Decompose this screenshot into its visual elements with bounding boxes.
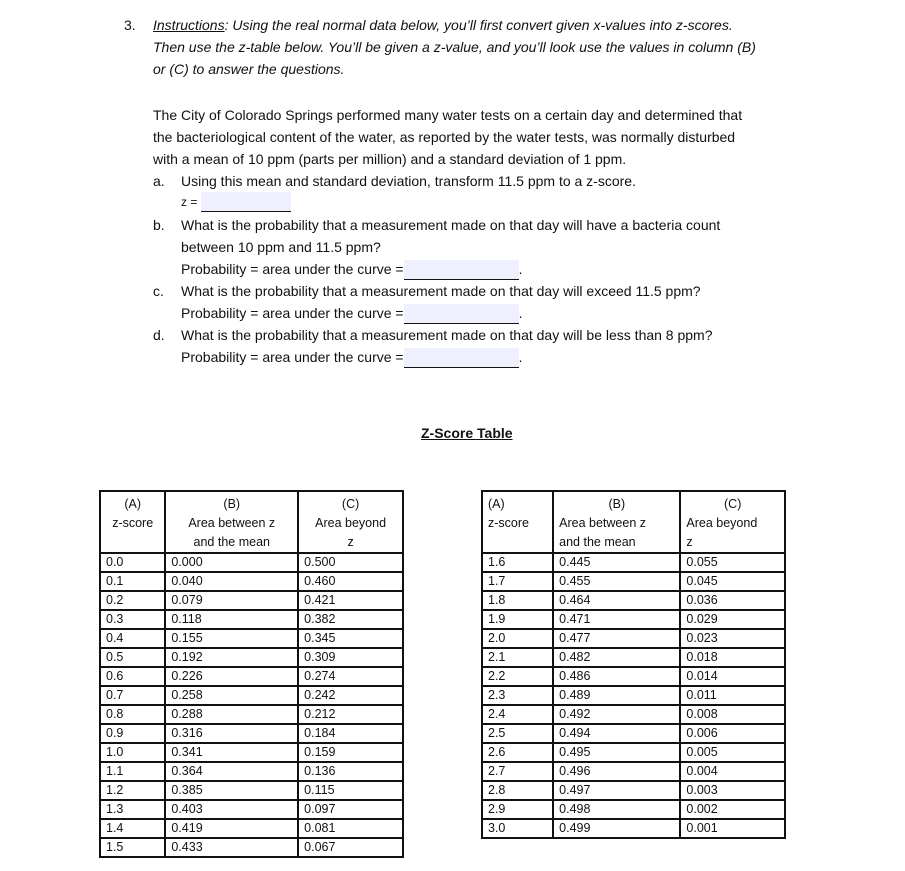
area-beyond-cell: 0.018 <box>680 648 785 667</box>
table-row <box>100 648 403 667</box>
area-between-cell: 0.477 <box>553 629 680 648</box>
header-b <box>165 491 298 553</box>
scenario-line-2: the bacteriological content of the water, as reported by the water tests, was normally disturbed <box>153 129 736 145</box>
area-between-cell: 0.316 <box>165 724 298 743</box>
header-b-label-2: and the mean <box>193 535 270 549</box>
part-a-answer-label: z = <box>181 195 198 209</box>
z-score-cell: 1.3 <box>100 800 165 819</box>
area-between-cell: 0.471 <box>553 610 680 629</box>
area-beyond-cell: 0.242 <box>298 686 403 705</box>
table-row <box>100 610 403 629</box>
area-between-cell: 0.464 <box>553 591 680 610</box>
area-beyond-cell: 0.460 <box>298 572 403 591</box>
scenario-paragraph <box>153 104 742 170</box>
area-beyond-cell: 0.023 <box>680 629 785 648</box>
part-c-question: What is the probability that a measurement made on that day will exceed 11.5 ppm? <box>181 283 701 299</box>
z-score-cell: 0.2 <box>100 591 165 610</box>
z-score-cell: 2.0 <box>482 629 553 648</box>
header-b-letter: (B) <box>608 497 626 511</box>
area-beyond-cell: 0.014 <box>680 667 785 686</box>
z-score-cell: 2.8 <box>482 781 553 800</box>
z-score-cell: 1.9 <box>482 610 553 629</box>
area-between-cell: 0.341 <box>165 743 298 762</box>
header-c-letter: (C) <box>724 497 742 511</box>
area-beyond-cell: 0.029 <box>680 610 785 629</box>
table-row <box>100 838 403 857</box>
table-row <box>100 781 403 800</box>
area-between-cell: 0.492 <box>553 705 680 724</box>
instructions-label: Instructions <box>153 17 225 33</box>
part-c-answer-row <box>181 302 522 324</box>
area-beyond-cell: 0.274 <box>298 667 403 686</box>
table-row <box>100 667 403 686</box>
table-row <box>100 629 403 648</box>
table-row <box>100 553 403 572</box>
area-beyond-cell: 0.005 <box>680 743 785 762</box>
area-beyond-cell: 0.115 <box>298 781 403 800</box>
part-b-question <box>181 214 720 258</box>
table-row <box>100 591 403 610</box>
area-between-cell: 0.489 <box>553 686 680 705</box>
area-between-cell: 0.445 <box>553 553 680 572</box>
instructions-text-1: : Using the real normal data below, you’ll first convert given x-values into z-scores. <box>224 17 733 33</box>
area-between-cell: 0.258 <box>165 686 298 705</box>
area-beyond-cell: 0.081 <box>298 819 403 838</box>
header-c <box>298 491 403 553</box>
area-between-cell: 0.433 <box>165 838 298 857</box>
part-a-letter: a. <box>153 173 165 189</box>
ztable-right-header-row <box>482 491 785 553</box>
z-score-cell: 1.5 <box>100 838 165 857</box>
table-row <box>100 762 403 781</box>
area-between-cell: 0.455 <box>553 572 680 591</box>
area-between-cell: 0.192 <box>165 648 298 667</box>
area-between-cell: 0.000 <box>165 553 298 572</box>
z-score-cell: 2.6 <box>482 743 553 762</box>
table-row <box>100 800 403 819</box>
table-row <box>100 572 403 591</box>
table-row <box>482 686 785 705</box>
ztable-title: Z-Score Table <box>421 425 513 441</box>
area-beyond-cell: 0.001 <box>680 819 785 838</box>
z-score-cell: 1.2 <box>100 781 165 800</box>
area-between-cell: 0.482 <box>553 648 680 667</box>
area-beyond-cell: 0.003 <box>680 781 785 800</box>
area-between-cell: 0.496 <box>553 762 680 781</box>
table-row <box>482 553 785 572</box>
area-beyond-cell: 0.184 <box>298 724 403 743</box>
area-beyond-cell: 0.345 <box>298 629 403 648</box>
z-score-cell: 2.1 <box>482 648 553 667</box>
table-row <box>100 724 403 743</box>
area-beyond-cell: 0.067 <box>298 838 403 857</box>
part-d-question: What is the probability that a measurement made on that day will be less than 8 ppm? <box>181 327 713 343</box>
header-a-label: z-score <box>488 516 529 530</box>
part-d-answer-suffix: . <box>518 349 523 365</box>
table-row <box>482 762 785 781</box>
table-row <box>482 629 785 648</box>
header-c <box>680 491 785 553</box>
z-score-cell: 1.4 <box>100 819 165 838</box>
table-row <box>482 743 785 762</box>
ztable-right-body <box>482 553 785 838</box>
table-row <box>482 610 785 629</box>
z-score-cell: 0.8 <box>100 705 165 724</box>
part-c-letter: c. <box>153 283 164 299</box>
part-a-question: Using this mean and standard deviation, transform 11.5 ppm to a z-score. <box>181 173 636 189</box>
table-row <box>100 743 403 762</box>
area-beyond-cell: 0.309 <box>298 648 403 667</box>
table-row <box>482 781 785 800</box>
table-row <box>482 591 785 610</box>
part-b-letter: b. <box>153 217 165 233</box>
area-beyond-cell: 0.002 <box>680 800 785 819</box>
z-score-cell: 0.5 <box>100 648 165 667</box>
z-score-cell: 1.0 <box>100 743 165 762</box>
ztable-left <box>99 490 404 858</box>
header-c-label-2: z <box>347 535 354 549</box>
part-a-answer-row <box>181 192 291 212</box>
header-b-label-2: and the mean <box>559 535 636 549</box>
area-between-cell: 0.419 <box>165 819 298 838</box>
area-between-cell: 0.288 <box>165 705 298 724</box>
z-score-cell: 2.4 <box>482 705 553 724</box>
header-a <box>482 491 553 553</box>
z-score-cell: 0.7 <box>100 686 165 705</box>
part-d-answer-row <box>181 346 522 368</box>
header-c-letter: (C) <box>341 497 360 511</box>
area-beyond-cell: 0.159 <box>298 743 403 762</box>
header-c-label-2: z <box>686 535 693 549</box>
ztable-left-header-row <box>100 491 403 553</box>
area-between-cell: 0.118 <box>165 610 298 629</box>
z-score-cell: 1.7 <box>482 572 553 591</box>
z-score-cell: 1.6 <box>482 553 553 572</box>
area-between-cell: 0.385 <box>165 781 298 800</box>
area-between-cell: 0.364 <box>165 762 298 781</box>
z-score-cell: 0.3 <box>100 610 165 629</box>
z-score-cell: 0.6 <box>100 667 165 686</box>
area-beyond-cell: 0.500 <box>298 553 403 572</box>
z-score-cell: 2.9 <box>482 800 553 819</box>
area-beyond-cell: 0.212 <box>298 705 403 724</box>
area-between-cell: 0.403 <box>165 800 298 819</box>
question-number-text: 3. <box>124 17 136 33</box>
question-number <box>124 14 136 36</box>
z-score-cell: 2.2 <box>482 667 553 686</box>
table-row <box>482 800 785 819</box>
table-row <box>482 705 785 724</box>
part-a-answer-field[interactable] <box>201 192 291 212</box>
table-row <box>482 724 785 743</box>
part-b-question-line-1: What is the probability that a measurement made on that day will have a bacteria count <box>181 217 721 233</box>
area-beyond-cell: 0.055 <box>680 553 785 572</box>
area-beyond-cell: 0.382 <box>298 610 403 629</box>
area-beyond-cell: 0.097 <box>298 800 403 819</box>
instructions-line-2: Then use the z-table below. You’ll be given a z-value, and you’ll look use the values in column (B) <box>153 39 756 55</box>
header-a-spacer <box>488 533 547 552</box>
area-beyond-cell: 0.045 <box>680 572 785 591</box>
table-row <box>482 572 785 591</box>
area-between-cell: 0.079 <box>165 591 298 610</box>
area-between-cell: 0.486 <box>553 667 680 686</box>
part-b-answer-field[interactable] <box>404 260 519 280</box>
part-d-answer-label: Probability = area under the curve = <box>181 349 404 365</box>
part-b-answer-suffix: . <box>518 261 523 277</box>
table-row <box>100 819 403 838</box>
area-beyond-cell: 0.004 <box>680 762 785 781</box>
z-score-cell: 0.9 <box>100 724 165 743</box>
header-b-letter: (B) <box>223 497 241 511</box>
area-between-cell: 0.498 <box>553 800 680 819</box>
part-c-answer-field[interactable] <box>404 304 519 324</box>
area-beyond-cell: 0.011 <box>680 686 785 705</box>
part-b-answer-row <box>181 258 522 280</box>
table-row <box>482 648 785 667</box>
area-beyond-cell: 0.006 <box>680 724 785 743</box>
part-b-question-line-2: between 10 ppm and 11.5 ppm? <box>181 239 381 255</box>
part-b-answer-label: Probability = area under the curve = <box>181 261 404 277</box>
scenario-line-3: with a mean of 10 ppm (parts per million) and a standard deviation of 1 ppm. <box>153 151 627 167</box>
area-beyond-cell: 0.008 <box>680 705 785 724</box>
z-score-cell: 2.5 <box>482 724 553 743</box>
table-row <box>482 819 785 838</box>
area-between-cell: 0.495 <box>553 743 680 762</box>
header-a-letter: (A) <box>488 497 505 511</box>
area-beyond-cell: 0.136 <box>298 762 403 781</box>
table-row <box>100 686 403 705</box>
area-beyond-cell: 0.421 <box>298 591 403 610</box>
z-score-cell: 1.8 <box>482 591 553 610</box>
part-d-letter: d. <box>153 327 165 343</box>
part-c-answer-label: Probability = area under the curve = <box>181 305 404 321</box>
area-between-cell: 0.494 <box>553 724 680 743</box>
header-a-label: z-score <box>112 516 154 530</box>
area-between-cell: 0.155 <box>165 629 298 648</box>
instructions-line-1 <box>153 14 756 36</box>
instructions-block <box>153 14 756 80</box>
header-b-label-1: Area between z <box>188 516 276 530</box>
part-c-answer-suffix: . <box>518 305 523 321</box>
header-a <box>100 491 165 553</box>
header-b-label-1: Area between z <box>559 516 647 530</box>
z-score-cell: 0.0 <box>100 553 165 572</box>
header-b <box>553 491 680 553</box>
scenario-line-1: The City of Colorado Springs performed many water tests on a certain day and determined that <box>153 107 743 123</box>
header-a-letter: (A) <box>124 497 142 511</box>
area-between-cell: 0.226 <box>165 667 298 686</box>
area-beyond-cell: 0.036 <box>680 591 785 610</box>
z-score-cell: 1.1 <box>100 762 165 781</box>
part-d-answer-field[interactable] <box>404 348 519 368</box>
header-c-label-1: Area beyond <box>315 516 387 530</box>
ztable-left-body <box>100 553 403 857</box>
ztable-right <box>481 490 786 839</box>
area-between-cell: 0.497 <box>553 781 680 800</box>
area-between-cell: 0.040 <box>165 572 298 591</box>
area-between-cell: 0.499 <box>553 819 680 838</box>
table-row <box>482 667 785 686</box>
header-a-spacer <box>106 533 159 552</box>
z-score-cell: 2.3 <box>482 686 553 705</box>
z-score-cell: 0.4 <box>100 629 165 648</box>
z-score-cell: 0.1 <box>100 572 165 591</box>
z-score-cell: 3.0 <box>482 819 553 838</box>
header-c-label-1: Area beyond <box>686 516 758 530</box>
z-score-cell: 2.7 <box>482 762 553 781</box>
instructions-line-3: or (C) to answer the questions. <box>153 61 345 77</box>
table-row <box>100 705 403 724</box>
